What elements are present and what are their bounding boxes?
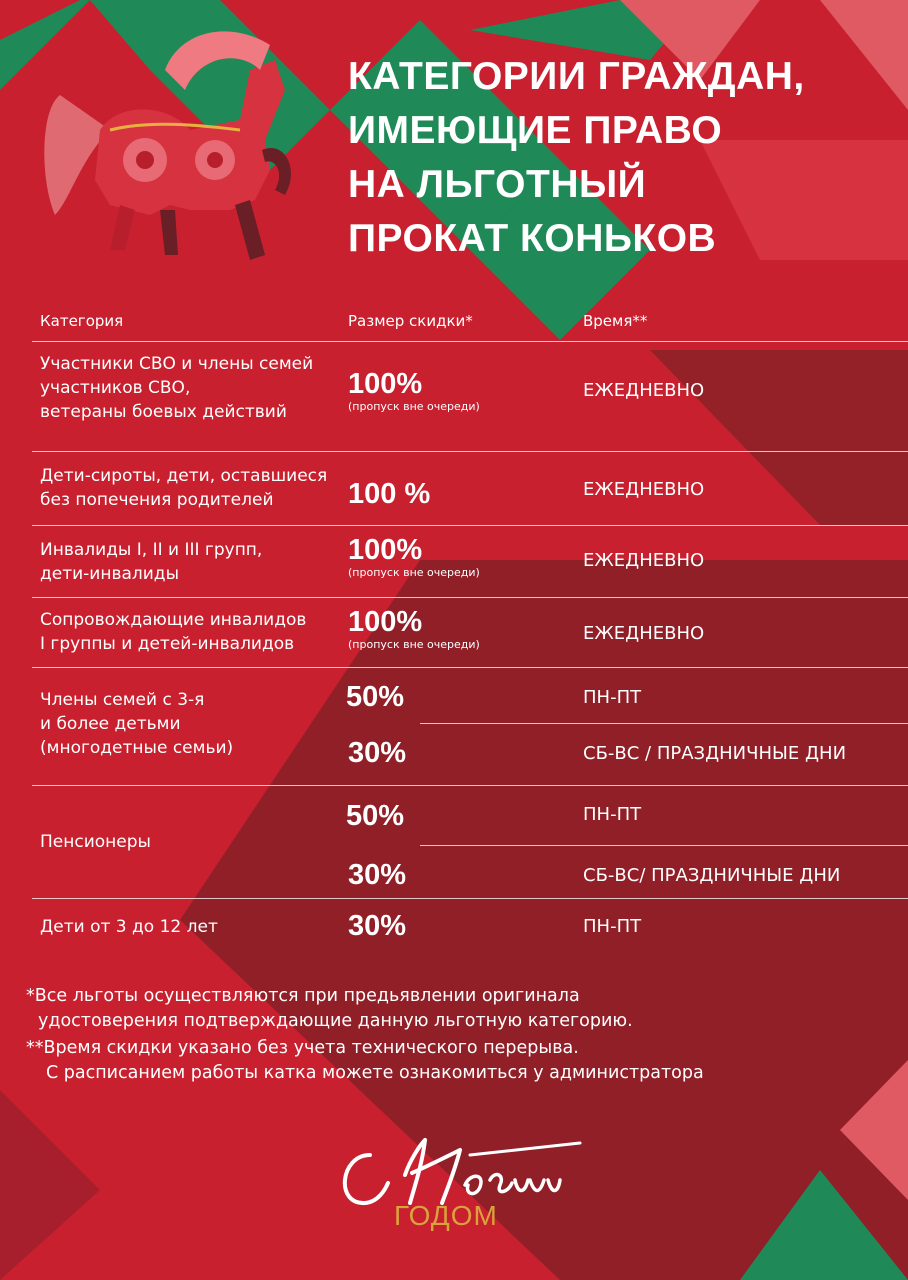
header-category: Категория [40, 312, 124, 330]
row-time: ЕЖЕДНЕВНО [583, 550, 705, 571]
header-discount: Размер скидки* [348, 312, 473, 330]
row-discount: 100% (пропуск вне очереди) [348, 534, 480, 579]
divider [420, 723, 908, 724]
divider [32, 667, 908, 668]
footnote-1: *Все льготы осуществляются при предьявлении оригинала удостоверения подтверждающие данную льготную категорию. [26, 986, 633, 1031]
divider [32, 525, 908, 526]
row-category: Дети-сироты, дети, оставшиеся без попечения родителей [40, 466, 328, 510]
row-time: ПН-ПТ [583, 804, 642, 825]
row-discount: 100 % [348, 478, 431, 510]
divider [32, 341, 908, 342]
row-discount: 30% [348, 737, 407, 769]
row-time: ЕЖЕДНЕВНО [583, 380, 705, 401]
greeting-word: ГОДОМ [394, 1200, 498, 1231]
row-discount: 30% [348, 859, 407, 891]
title-line: КАТЕГОРИИ ГРАЖДАН, [348, 55, 805, 98]
row-time: ЕЖЕДНЕВНО [583, 623, 705, 644]
divider [32, 785, 908, 786]
row-time: ПН-ПТ [583, 916, 642, 937]
row-category: Дети от 3 до 12 лет [40, 917, 218, 937]
row-discount: 30% [348, 910, 407, 942]
divider [32, 451, 908, 452]
title-line: НА ЛЬГОТНЫЙ [348, 163, 647, 206]
row-discount: 50% [346, 681, 405, 713]
row-discount: 100% (пропуск вне очереди) [348, 606, 480, 651]
row-category: Пенсионеры [40, 832, 151, 852]
row-category: Члены семей с 3-я и более детьми (многодетные семьи) [40, 690, 234, 758]
divider [420, 845, 908, 846]
row-category: Участники СВО и члены семей участников СВО, ветераны боевых действий [40, 354, 314, 422]
title-line: ПРОКАТ КОНЬКОВ [348, 217, 717, 260]
row-time: СБ-ВС / ПРАЗДНИЧНЫЕ ДНИ [583, 743, 847, 764]
title-line: ИМЕЮЩИЕ ПРАВО [348, 109, 723, 152]
row-category: Инвалиды I, II и III групп, дети-инвалиды [40, 540, 263, 584]
row-category: Сопровождающие инвалидов I группы и детей-инвалидов [40, 610, 307, 654]
row-time: ЕЖЕДНЕВНО [583, 479, 705, 500]
divider [32, 597, 908, 598]
divider [32, 898, 908, 899]
header-time: Время** [583, 312, 648, 330]
row-discount: 100% (пропуск вне очереди) [348, 368, 480, 413]
row-time: СБ-ВС/ ПРАЗДНИЧНЫЕ ДНИ [583, 865, 841, 886]
row-discount: 50% [346, 800, 405, 832]
footnote-2: **Время скидки указано без учета технического перерыва. С расписанием работы катка можете ознакомиться у администратора [26, 1038, 704, 1083]
poster-title [348, 50, 805, 266]
row-time: ПН-ПТ [583, 687, 642, 708]
